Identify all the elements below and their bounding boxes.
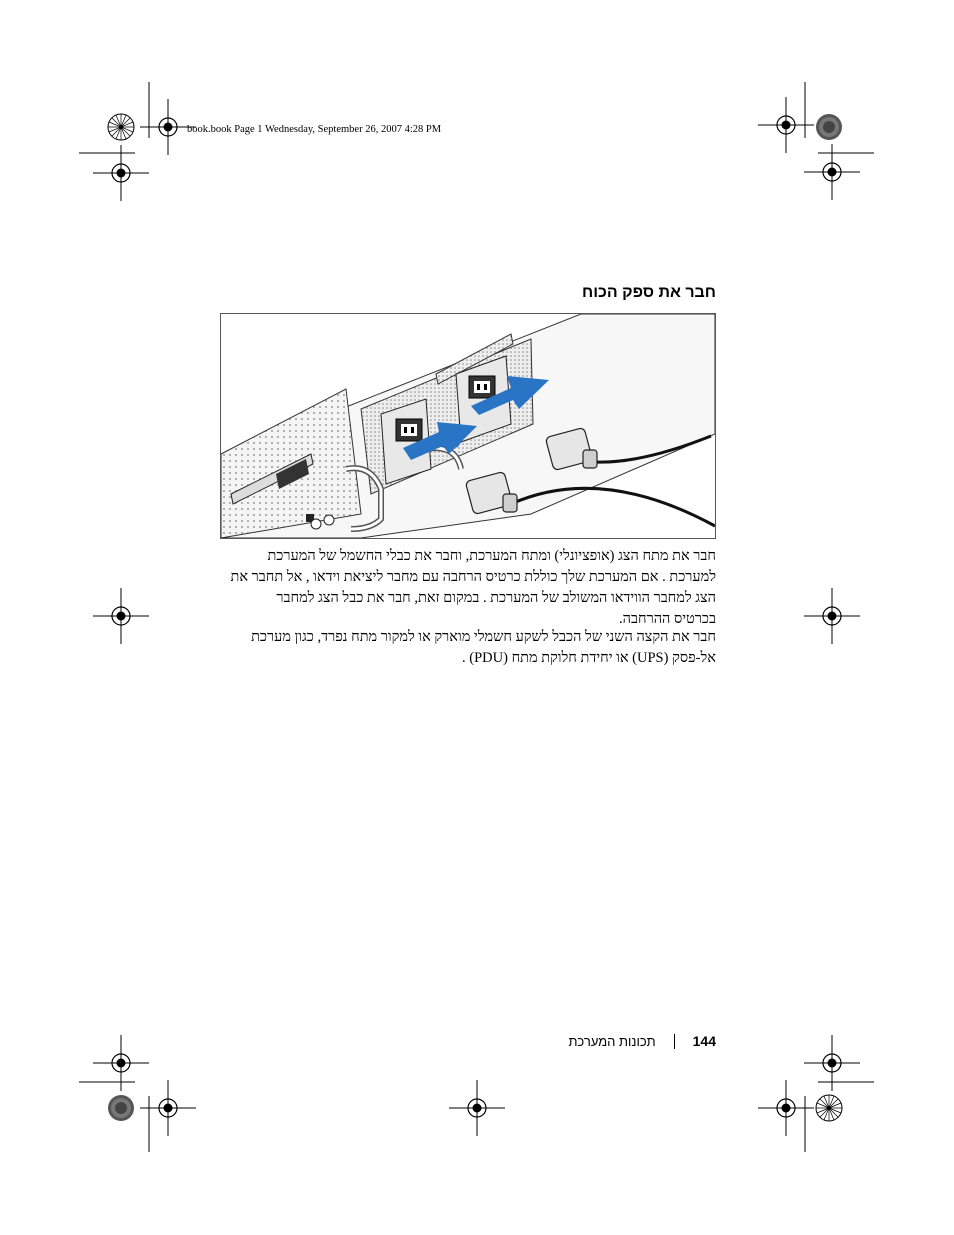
print-header: book.book Page 1 Wednesday, September 26, 2007 4:28 PM xyxy=(187,124,442,135)
paragraph1-line1: חבר את מתח הצג (אופציונלי) ומתח המערכת, וחבר את כבלי החשמל של המערכת xyxy=(267,548,716,564)
power-connection-figure xyxy=(220,313,716,539)
instruction-paragraph-1 xyxy=(216,546,716,630)
section-heading: חבר את ספק הכוח xyxy=(582,284,716,301)
footer-divider xyxy=(674,1034,675,1049)
paragraph2-line2: אל-פסק (UPS) או יחידת חלוקת מתח (PDU) . xyxy=(462,650,716,666)
footer-section-name: תכונות המערכת xyxy=(568,1033,656,1049)
paragraph1-line4: בכרטיס ההרחבה. xyxy=(619,611,716,627)
instruction-paragraph-2 xyxy=(216,627,716,669)
server-rear-illustration xyxy=(221,314,715,538)
page-number: 144 xyxy=(692,1033,716,1049)
paragraph1-line3: הצג למחבר הווידאו המשולב של המערכת . במקום זאת, חבר את כבל הצג למחבר xyxy=(276,590,716,606)
paragraph1-line2: למערכת . אם המערכת שלך כוללת כרטיס הרחבה עם מחבר ליציאת וידאו , אל תחבר את xyxy=(230,569,716,585)
paragraph2-line1: חבר את הקצה השני של הכבל לשקע חשמלי מוארק או למקור מתח נפרד, כגון מערכת xyxy=(251,629,716,645)
page-footer xyxy=(568,1033,716,1049)
